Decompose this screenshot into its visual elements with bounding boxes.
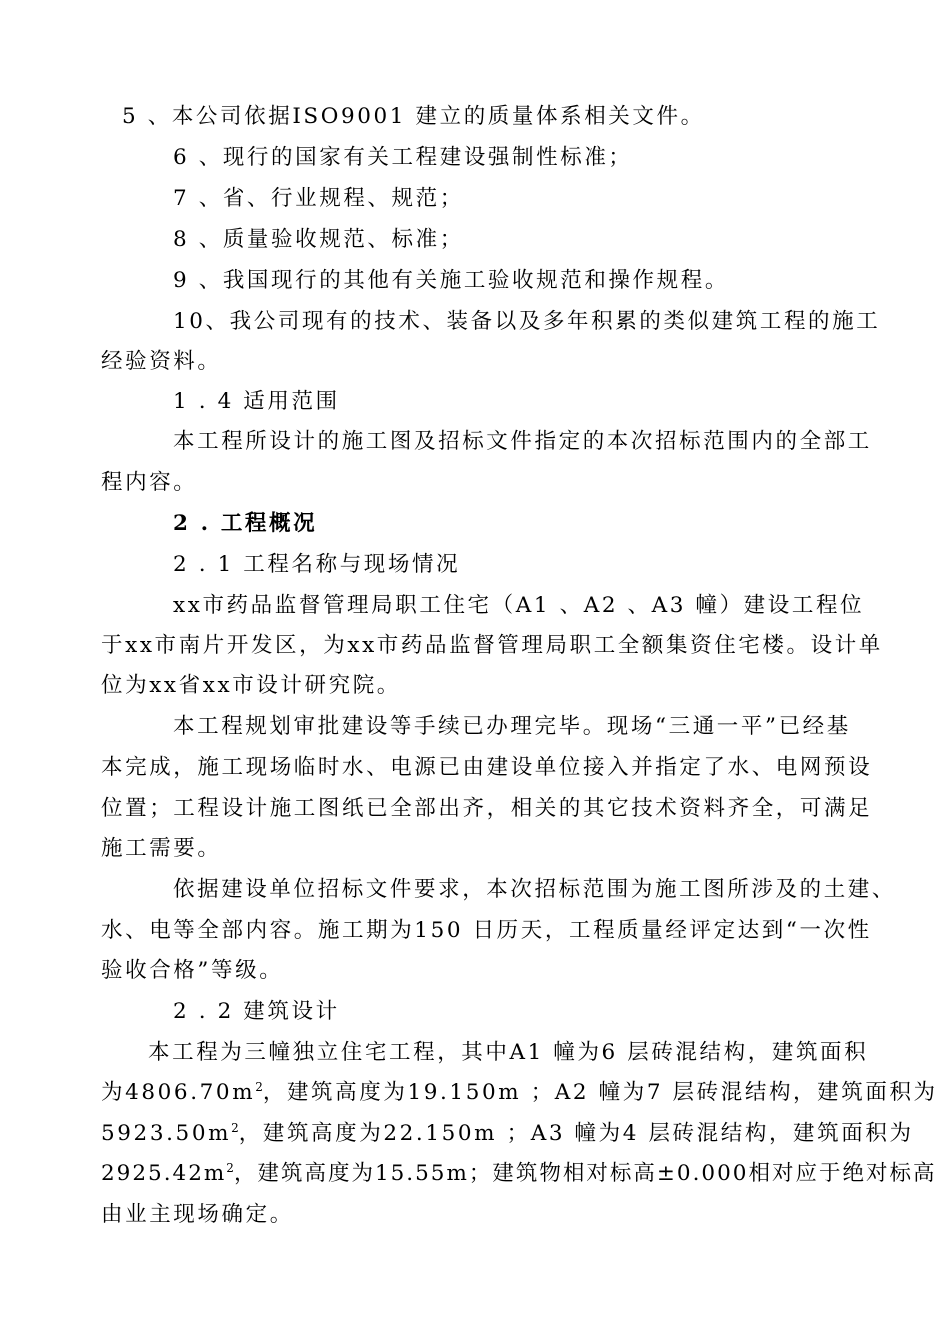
list-item-8: 8 、质量验收规范、标准； bbox=[173, 227, 464, 252]
superscript-2: 2 bbox=[226, 1160, 234, 1175]
paragraph-tender-line2: 水、电等全部内容。施工期为150 日历天，工程质量经评定达到“一次性 bbox=[101, 918, 872, 943]
paragraph-project-name: xx市药品监督管理局职工住宅（A1 、A2 、A3 幢）建设工程位 bbox=[173, 593, 865, 618]
paragraph-building-line2-rest: ，建筑高度为19.150m ；A2 幢为7 层砖混结构，建筑面积为 bbox=[262, 1080, 938, 1105]
list-item-10-cont: 经验资料。 bbox=[101, 349, 222, 374]
area-a2: 5923.50m bbox=[101, 1121, 232, 1146]
paragraph-tender-line3: 验收合格”等级。 bbox=[101, 958, 284, 983]
list-item-10: 10、我公司现有的技术、装备以及多年积累的类似建筑工程的施工 bbox=[173, 309, 881, 334]
section-heading-2-1: 2 . 1 工程名称与现场情况 bbox=[173, 552, 461, 577]
paragraph-scope-cont: 程内容。 bbox=[101, 470, 198, 495]
list-item-7: 7 、省、行业规程、规范； bbox=[173, 186, 464, 211]
paragraph-building-line4 bbox=[101, 1154, 936, 1194]
area-a1: 为4806.70m bbox=[101, 1080, 256, 1105]
paragraph-project-name-line2: 于xx市南片开发区，为xx市药品监督管理局职工全额集资住宅楼。设计单 bbox=[101, 633, 883, 658]
paragraph-site: 本工程规划审批建设等手续已办理完毕。现场“三通一平”已经基 bbox=[173, 714, 851, 739]
paragraph-building-line2 bbox=[101, 1073, 938, 1113]
paragraph-building: 本工程为三幢独立住宅工程，其中A1 幢为6 层砖混结构，建筑面积 bbox=[148, 1040, 869, 1065]
area-a3: 2925.42m bbox=[101, 1161, 227, 1186]
list-item-5: 5 、本公司依据ISO9001 建立的质量体系相关文件。 bbox=[122, 104, 705, 129]
paragraph-scope: 本工程所设计的施工图及招标文件指定的本次招标范围内的全部工 bbox=[173, 429, 872, 454]
paragraph-building-line3-rest: ，建筑高度为22.150m ；A3 幢为4 层砖混结构，建筑面积为 bbox=[238, 1121, 914, 1146]
section-heading-2-2: 2 . 2 建筑设计 bbox=[173, 999, 340, 1024]
paragraph-building-line4-rest: ，建筑高度为15.55m；建筑物相对标高±0.000相对应于绝对标高 bbox=[233, 1161, 937, 1186]
list-item-9: 9 、我国现行的其他有关施工验收规范和操作规程。 bbox=[173, 268, 729, 293]
paragraph-project-name-line3: 位为xx省xx市设计研究院。 bbox=[101, 673, 401, 698]
paragraph-tender: 依据建设单位招标文件要求，本次招标范围为施工图所涉及的土建、 bbox=[173, 877, 897, 902]
section-heading-2: 2 . 工程概况 bbox=[173, 511, 318, 536]
section-heading-1-4: 1 . 4 适用范围 bbox=[173, 389, 340, 414]
paragraph-site-line3: 位置；工程设计施工图纸已全部出齐，相关的其它技术资料齐全，可满足 bbox=[101, 796, 873, 821]
paragraph-site-line2: 本完成，施工现场临时水、电源已由建设单位接入并指定了水、电网预设 bbox=[101, 755, 873, 780]
superscript-2: 2 bbox=[231, 1120, 239, 1135]
superscript-2: 2 bbox=[255, 1079, 263, 1094]
paragraph-building-line5: 由业主现场确定。 bbox=[101, 1202, 294, 1227]
paragraph-building-line3 bbox=[101, 1114, 914, 1154]
list-item-6: 6 、现行的国家有关工程建设强制性标准； bbox=[173, 145, 633, 170]
paragraph-site-line4: 施工需要。 bbox=[101, 836, 222, 861]
